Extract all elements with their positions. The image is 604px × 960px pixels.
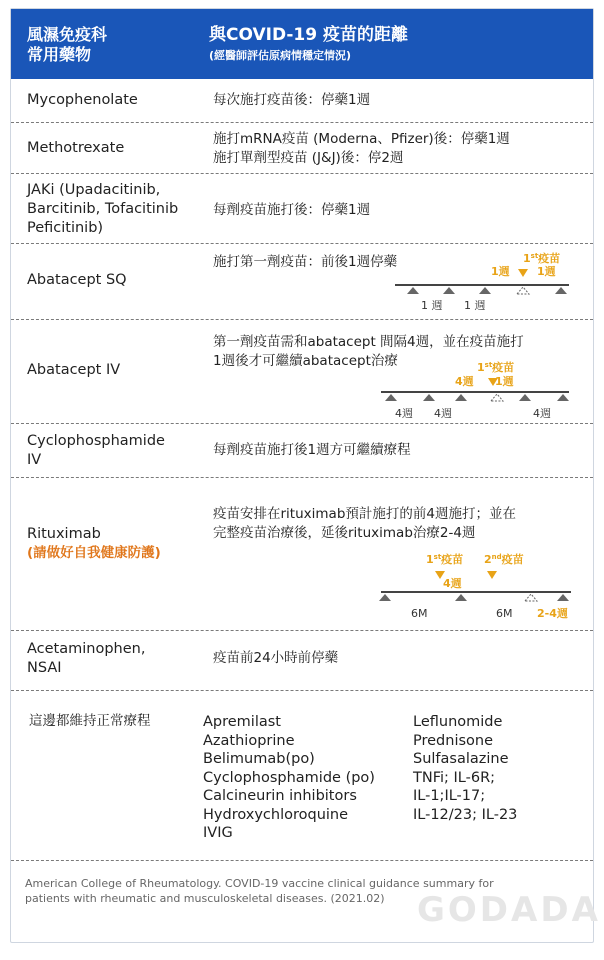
skipped-dose-icon: [517, 287, 529, 294]
continue-list-right: [413, 713, 517, 824]
drug-list-item: Cyclophosphamide (po): [203, 769, 375, 786]
continue-label: 這邊都維持正常療程: [29, 713, 151, 729]
drug-name: [27, 432, 165, 470]
gap-right-label: 1週: [495, 375, 514, 388]
citation-line: American College of Rheumatology. COVID-19 vaccine clinical guidance summary for: [25, 877, 494, 890]
watermark-logo: GODADA: [417, 890, 601, 930]
drug-guidance: 施打第一劑疫苗：前後1週停藥: [213, 254, 398, 270]
dose-marker-icon: [423, 394, 435, 401]
gap-right-label: 1週: [537, 265, 556, 278]
interval-label: 1 週: [421, 299, 443, 312]
timeline-abatacept-sq: [371, 247, 581, 317]
drug-guidance: [213, 505, 516, 543]
row-abatacept-iv: [11, 319, 593, 424]
row-jaki: [11, 173, 593, 244]
drug-name-line: Rituximab: [27, 526, 101, 542]
dose-marker-icon: [443, 287, 455, 294]
interval-label: 1 週: [464, 299, 486, 312]
drug-name: Abatacept IV: [27, 362, 121, 378]
drug-guidance: 每劑疫苗施打後：停藥1週: [213, 202, 371, 218]
row-abatacept-sq: [11, 243, 593, 320]
drug-name-line: IV: [27, 452, 42, 468]
dose-marker-icon: [519, 394, 531, 401]
guidance-line: 完整疫苗治療後，延後rituximab治療2-4週: [213, 525, 476, 541]
dose-marker-icon: [455, 394, 467, 401]
dose-marker-icon: [479, 287, 491, 294]
table-header: [11, 9, 593, 79]
drug-list-item: Azathioprine: [203, 732, 295, 749]
row-mycophenolate: [11, 80, 593, 123]
drug-list-item: Sulfasalazine: [413, 751, 509, 767]
second-vaccine-label: 2nd疫苗: [484, 553, 524, 566]
rituximab-dose-icon: [557, 594, 569, 601]
interval-label: 4週: [533, 407, 551, 420]
drug-guidance: 疫苗前24小時前停藥: [213, 650, 339, 666]
rituximab-dose-icon: [455, 594, 467, 601]
drug-name-line: Acetaminophen,: [27, 641, 146, 657]
row-continue-therapy: [11, 690, 593, 861]
interval-label: 6M: [496, 607, 513, 620]
guidance-line: 疫苗安排在rituximab預計施打的前4週施打；並在: [213, 506, 516, 522]
drug-list-item: TNFi; IL-6R;: [413, 769, 496, 786]
drug-name: [27, 525, 161, 563]
dose-marker-icon: [407, 287, 419, 294]
drug-name: [27, 181, 178, 238]
vaccine-label: 1st疫苗: [477, 361, 515, 374]
interval-label: 4週: [434, 407, 452, 420]
skipped-dose-icon: [491, 394, 503, 401]
first-vaccine-label: 1st疫苗: [426, 553, 464, 566]
guidance-line: 施打mRNA疫苗 (Moderna、Pfizer)後：停藥1週: [213, 131, 510, 147]
header-right-subtitle: (經醫師評估原病情穩定情況): [209, 49, 352, 62]
drug-guidance: [213, 130, 510, 168]
drug-list-item: Leflunomide: [413, 714, 503, 730]
drug-name-line: Cyclophosphamide: [27, 433, 165, 449]
drug-name-line: Peficitinib): [27, 220, 104, 236]
row-acetaminophen-nsai: [11, 630, 593, 691]
drug-name: Abatacept SQ: [27, 272, 127, 288]
drug-list-item: Calcineurin inhibitors: [203, 788, 357, 804]
row-cyclophosphamide-iv: [11, 423, 593, 478]
gap-left-label: 1週: [491, 265, 510, 278]
header-right-title: 與COVID-19 疫苗的距離: [209, 25, 409, 45]
vaccine-arrow-icon: [518, 269, 528, 277]
timeline-abatacept-iv: [371, 359, 581, 423]
drug-guidance: 每次施打疫苗後：停藥1週: [213, 92, 371, 108]
row-rituximab: [11, 477, 593, 631]
drug-name: [27, 640, 145, 678]
drug-name-line: NSAI: [27, 660, 62, 676]
drug-list-item: IL-12/23; IL-23: [413, 806, 518, 823]
interval-label: 6M: [411, 607, 428, 620]
drug-guidance: 每劑疫苗施打後1週方可繼續療程: [213, 442, 411, 458]
warning-note: (請做好自我健康防護): [27, 545, 161, 561]
rituximab-dose-icon: [379, 594, 391, 601]
drug-list-item: IVIG: [203, 825, 233, 841]
drug-name-line: JAKi (Upadacitinib,: [27, 182, 161, 198]
dose-marker-icon: [557, 394, 569, 401]
vaccine-label: 1st疫苗: [523, 252, 561, 265]
guidance-line: 第一劑疫苗需和abatacept 間隔4週，並在疫苗施打: [213, 334, 524, 350]
drug-list-item: Apremilast: [203, 714, 281, 730]
drug-list-item: Prednisone: [413, 732, 494, 749]
header-left-line1: 風濕免疫科: [27, 25, 108, 44]
timeline-rituximab: [371, 551, 581, 629]
gap-left-label: 4週: [455, 375, 474, 388]
guidance-line: 施打單劑型疫苗 (J&J)後：停2週: [213, 150, 404, 166]
guidance-line: 1週後才可繼續abatacept治療: [213, 353, 398, 369]
drug-name: Mycophenolate: [27, 92, 138, 108]
dose-marker-icon: [555, 287, 567, 294]
dose-marker-icon: [385, 394, 397, 401]
citation-line: patients with rheumatic and musculoskeletal diseases. (2021.02): [25, 892, 385, 905]
gap-label: 4週: [443, 577, 462, 590]
row-methotrexate: [11, 122, 593, 174]
header-left: [27, 25, 107, 65]
drug-list-item: IL-1;IL-17;: [413, 788, 486, 804]
delayed-dose-icon: [525, 594, 537, 601]
drug-list-item: Hydroxychloroquine: [203, 806, 349, 823]
drug-name: Methotrexate: [27, 140, 125, 156]
interval-label: 4週: [395, 407, 413, 420]
drug-name-line: Barcitinib, Tofacitinib: [27, 201, 179, 217]
drug-list-item: Belimumab(po): [203, 751, 315, 767]
second-vaccine-arrow-icon: [487, 571, 497, 579]
continue-list-left: [203, 713, 375, 843]
delay-label: 2-4週: [537, 607, 568, 620]
header-left-line2: 常用藥物: [27, 45, 92, 64]
